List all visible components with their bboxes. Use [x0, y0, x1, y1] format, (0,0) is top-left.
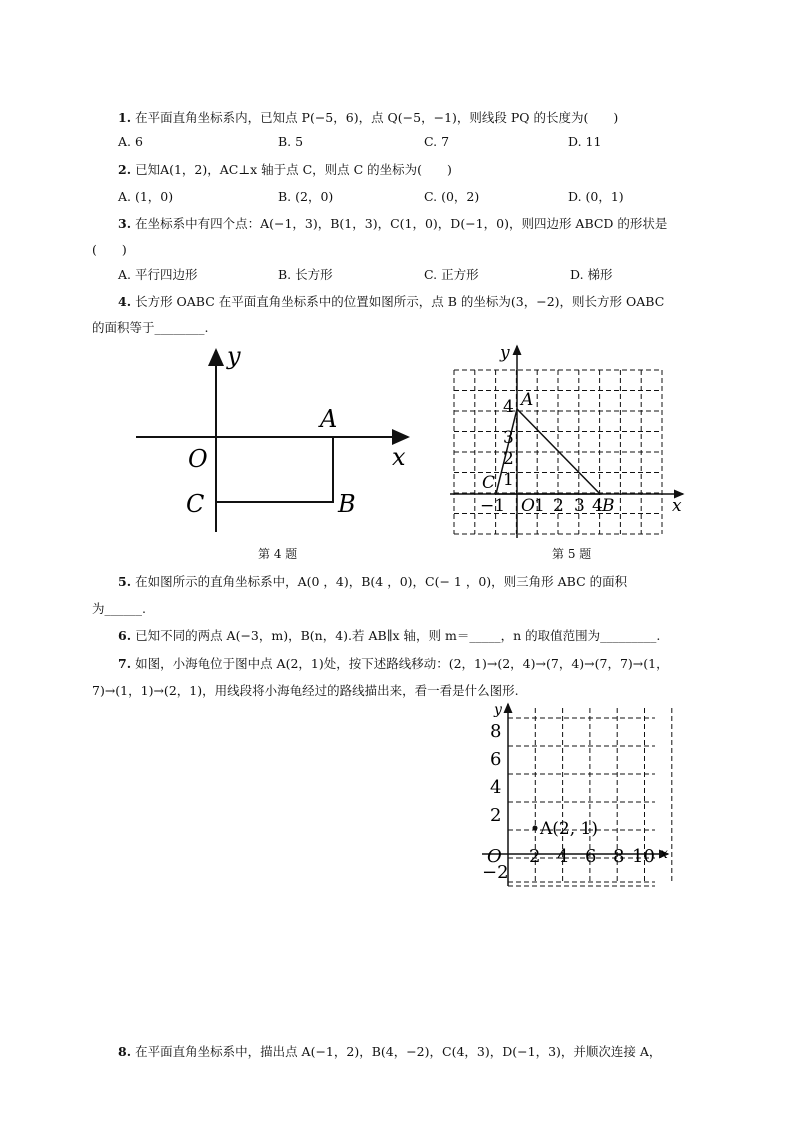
option-d: D. 11	[568, 134, 602, 149]
question-text: 已知A(1，2)，AC⊥x 轴于点 C，则点 C 的坐标为( )	[135, 162, 452, 177]
option-d: D. (0，1)	[568, 189, 624, 204]
point-a-label: A	[521, 390, 534, 410]
y-tick-label: 2	[490, 805, 502, 826]
y-label: y	[494, 702, 502, 718]
x-tick-label: 4	[592, 496, 603, 516]
x-tick-label: 8	[613, 846, 625, 867]
option-a: A. (1，0)	[118, 189, 174, 204]
question-6	[118, 626, 660, 644]
question-4	[118, 292, 664, 310]
question-4-cont: 的面积等于________.	[92, 320, 209, 335]
option-b: B. 长方形	[278, 267, 333, 282]
x-label: x	[392, 443, 406, 471]
x-tick-label: 6	[585, 846, 597, 867]
question-text: 长方形 OABC 在平面直角坐标系中的位置如图所示，点 B 的坐标为(3，−2)，则长方形 OABC	[135, 294, 665, 309]
x-label: x	[672, 496, 682, 516]
question-text: 如图，小海龟位于图中点 A(2，1)处，按下述路线移动：(2，1)→(2，4)→(7，4)→(7，7)→(1，	[135, 656, 669, 671]
y-tick-label: 6	[490, 749, 502, 770]
x-tick-label: 3	[574, 496, 585, 516]
question-text: 已知不同的两点 A(−3，m)，B(n，4).若 AB∥x 轴，则 m＝_____，n 的取值范围为_________.	[135, 628, 661, 643]
question-5	[118, 572, 627, 590]
question-7-cont: 7)→(1，1)→(2，1)，用线段将小海龟经过的路线描出来，看一看是什么图形.	[92, 683, 519, 698]
origin-label: O	[188, 445, 208, 473]
y-tick-label: −2	[482, 862, 509, 883]
question-number: 2.	[118, 162, 132, 177]
question-number: 1.	[118, 110, 132, 125]
question-3-cont: ( )	[92, 242, 127, 257]
option-b: B. 5	[278, 134, 304, 149]
option-d: D. 梯形	[570, 267, 613, 282]
point-a-dot	[533, 826, 538, 831]
x-tick-label: 10	[632, 846, 655, 867]
x-label: x	[660, 846, 668, 862]
question-number: 8.	[118, 1044, 132, 1059]
question-2	[118, 160, 452, 178]
figure-5-caption: 第 5 题	[552, 547, 592, 561]
question-number: 5.	[118, 574, 132, 589]
question-number: 4.	[118, 294, 132, 309]
question-number: 6.	[118, 628, 132, 643]
y-tick-label: 8	[490, 721, 502, 742]
question-1	[118, 108, 618, 126]
question-8	[118, 1042, 661, 1060]
point-a-label: A(2, 1)	[540, 819, 598, 839]
figure-4-caption: 第 4 题	[258, 547, 298, 561]
question-3	[118, 214, 667, 232]
point-c-label: C	[482, 473, 496, 493]
option-b: B. (2，0)	[278, 189, 334, 204]
origin-label: O	[521, 496, 535, 516]
y-label: y	[500, 343, 510, 363]
question-text: 在平面直角坐标系中，描出点 A(−1，2)，B(4，−2)，C(4，3)，D(−1，3)，并顺次连接 A，	[135, 1044, 662, 1059]
question-number: 3.	[118, 216, 132, 231]
y-tick-label: 3	[503, 428, 514, 448]
y-label: y	[227, 342, 241, 370]
figure-7	[480, 700, 680, 890]
option-c: C. (0，2)	[424, 189, 480, 204]
option-a: A. 6	[118, 134, 143, 149]
option-c: C. 7	[424, 134, 450, 149]
figure-4	[130, 340, 420, 540]
point-c-label: C	[186, 490, 205, 518]
rectangle-outline	[216, 437, 333, 502]
option-c: C. 正方形	[424, 267, 479, 282]
point-b-label: B	[338, 490, 356, 518]
question-7	[118, 654, 669, 672]
question-text: 在如图所示的直角坐标系中，A(0 ，4)，B(4 ，0)，C(− 1 ，0)，则三角形 ABC 的面积	[135, 574, 628, 589]
x-tick-label: 4	[557, 846, 569, 867]
y-tick-label: 1	[503, 470, 514, 490]
y-tick-label: 2	[503, 449, 514, 469]
x-tick-label: 2	[553, 496, 564, 516]
question-number: 7.	[118, 656, 132, 671]
x-tick-label: −1	[480, 496, 506, 516]
question-5-cont: 为______.	[92, 601, 146, 616]
x-tick-label: 2	[529, 846, 541, 867]
question-text: 在平面直角坐标系内，已知点 P(−5，6)，点 Q(−5，−1)，则线段 PQ 的长度为( )	[135, 110, 619, 125]
y-tick-label: 4	[490, 777, 502, 798]
question-text: 在坐标系中有四个点：A(−1，3)，B(1，3)，C(1，0)，D(−1，0)，则四边形 ABCD 的形状是	[135, 216, 668, 231]
origin-label: O	[487, 846, 502, 867]
y-tick-label: 4	[503, 397, 514, 417]
point-a-label: A	[320, 405, 338, 433]
x-tick-label: 1	[534, 496, 545, 516]
option-a: A. 平行四边形	[118, 267, 198, 282]
point-b-label: B	[602, 496, 615, 516]
figure-5	[450, 340, 690, 540]
